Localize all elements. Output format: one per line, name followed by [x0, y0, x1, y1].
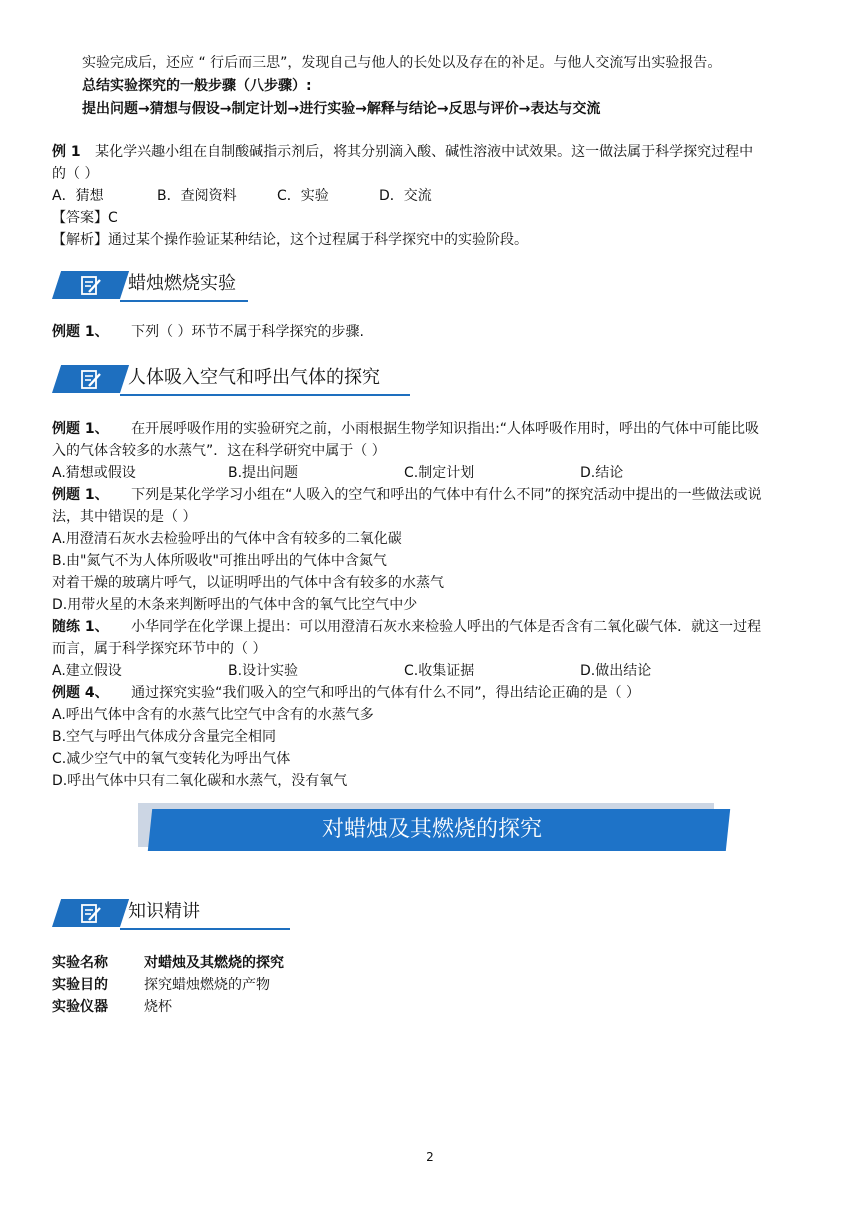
- intro-paragraph: 实验完成后，还应 “ 行后而三思”，发现自己与他人的长处以及存在的补足。与他人交流写出实验报告。: [82, 55, 722, 71]
- section-title: 蜡烛燃烧实验: [128, 273, 236, 294]
- option-a: A.呼出气体中含有的水蒸气比空气中含有的水蒸气多: [52, 707, 374, 723]
- experiment-aim-row: [52, 974, 270, 996]
- question-text: 通过探究实验“我们吸入的空气和呼出的气体有什么不同”，得出结论正确的是（ ）: [131, 685, 641, 701]
- field-label: 实验目的: [52, 977, 108, 993]
- option-c: C．实验: [277, 188, 329, 204]
- option-b: B.由"氮气不为人体所吸收"可推出呼出的气体中含氮气: [52, 553, 387, 569]
- option-b: B．查阅资料: [157, 188, 237, 204]
- question-text: 小华同学在化学课上提出：可以用澄清石灰水来检验人呼出的气体是否含有二氧化碳气体．就这一过程: [131, 619, 762, 635]
- question-c: [52, 484, 808, 506]
- question-text: 下列（ ）环节不属于科学探究的步骤.: [131, 324, 364, 340]
- option-b: B.空气与呼出气体成分含量完全相同: [52, 729, 277, 745]
- option-c: C.制定计划: [404, 465, 475, 481]
- example-label: 例题 1、: [52, 324, 109, 340]
- banner-title: 对蜡烛及其燃烧的探究: [321, 817, 542, 842]
- field-label: 实验名称: [52, 955, 108, 971]
- example-label: 例 1: [52, 144, 81, 160]
- field-value: 烧杯: [144, 999, 172, 1015]
- option-c: C.收集证据: [404, 663, 475, 679]
- experiment-name-row: [52, 952, 284, 974]
- notepad-pen-icon: [80, 368, 102, 390]
- example-label: 例题 1、: [52, 487, 109, 503]
- question-text: 在开展呼吸作用的实验研究之前，小雨根据生物学知识指出:“人体呼吸作用时，呼出的气体中可能比吸: [131, 421, 760, 437]
- experiment-instrument-row: [52, 996, 172, 1018]
- option-d: D.做出结论: [580, 663, 652, 679]
- option-b: B.提出问题: [228, 465, 299, 481]
- option-d: D.结论: [580, 465, 624, 481]
- steps-sequence: 提出问题→猜想与假设→制定计划→进行实验→解释与结论→反思与评价→表达与交流: [82, 101, 601, 117]
- example-1-options: [52, 185, 808, 207]
- section-title: 人体吸入空气和呼出气体的探究: [128, 367, 380, 388]
- option-d: D.用带火星的木条来判断呼出的气体中含的氧气比空气中少: [52, 597, 418, 613]
- steps-heading: 总结实验探究的一般步骤（八步骤）:: [82, 78, 312, 94]
- question-text: 某化学兴趣小组在自制酸碱指示剂后，将其分别滴入酸、碱性溶液中试效果。这一做法属于科学探究过程中: [95, 144, 754, 160]
- option-d: D．交流: [379, 188, 432, 204]
- question-b: [52, 418, 808, 440]
- option-d: D.呼出气体中只有二氧化碳和水蒸气，没有氧气: [52, 773, 348, 789]
- option-c: 对着干燥的玻璃片呼气，以证明呼出的气体中含有较多的水蒸气: [52, 575, 444, 591]
- question-text-cont: 的（ ）: [52, 166, 99, 182]
- analysis: 【解析】通过某个操作验证某种结论，这个过程属于科学探究中的实验阶段。: [52, 232, 528, 248]
- field-label: 实验仪器: [52, 999, 108, 1015]
- option-a: A.猜想或假设: [52, 465, 136, 481]
- example-1-question: [52, 141, 808, 163]
- example-label: 例题 1、: [52, 421, 109, 437]
- question-text: 下列是某化学学习小组在“人吸入的空气和呼出的气体中有什么不同”的探究活动中提出的一些做法或说: [131, 487, 762, 503]
- option-a: A.建立假设: [52, 663, 122, 679]
- option-b: B.设计实验: [228, 663, 299, 679]
- example-label: 随练 1、: [52, 619, 109, 635]
- page-number: 2: [426, 1150, 434, 1164]
- notepad-pen-icon: [80, 902, 102, 924]
- question-d-options: [52, 660, 808, 682]
- chapter-banner: [132, 803, 732, 855]
- example-label: 例题 4、: [52, 685, 109, 701]
- section-title: 知识精讲: [128, 901, 200, 922]
- question-text-cont: 法，其中错误的是（ ）: [52, 509, 197, 525]
- question-d: [52, 616, 808, 638]
- question-b-options: [52, 462, 808, 484]
- option-a: A．猜想: [52, 188, 104, 204]
- answer: 【答案】C: [52, 210, 118, 226]
- question-text-cont: 入的气体含较多的水蒸气”．这在科学研究中属于（ ）: [52, 443, 386, 459]
- field-value: 探究蜡烛燃烧的产物: [144, 977, 270, 993]
- option-c: C.减少空气中的氧气变转化为呼出气体: [52, 751, 291, 767]
- field-value: 对蜡烛及其燃烧的探究: [144, 955, 284, 971]
- question-e: [52, 682, 808, 704]
- notepad-pen-icon: [80, 274, 102, 296]
- question-a: [52, 321, 808, 343]
- question-text-cont: 而言，属于科学探究环节中的（ ）: [52, 641, 267, 657]
- option-a: A.用澄清石灰水去检验呼出的气体中含有较多的二氧化碳: [52, 531, 402, 547]
